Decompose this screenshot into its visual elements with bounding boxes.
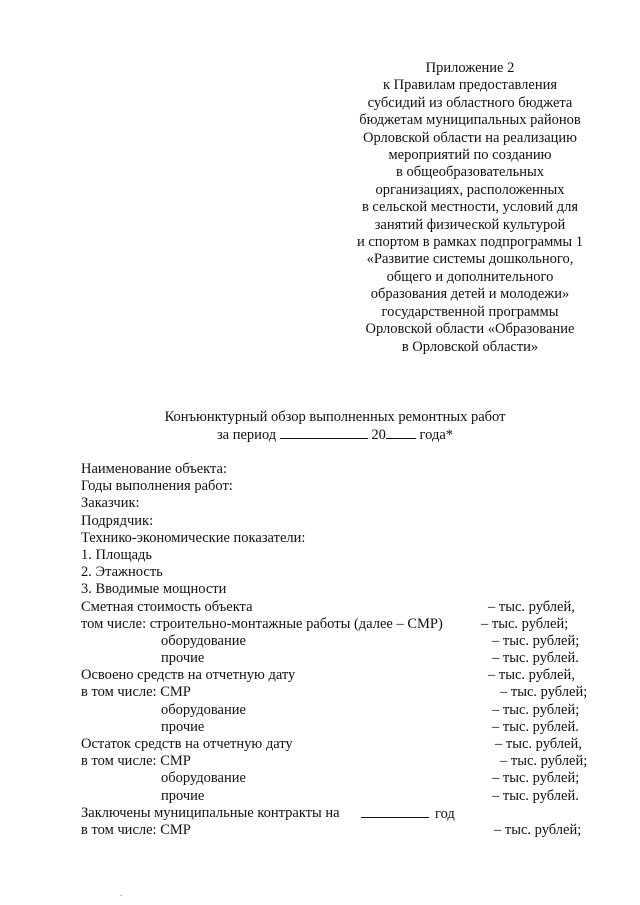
appendix-line: образования детей и молодежи» <box>370 286 570 303</box>
appendix-line: субсидий из областного бюджета <box>367 94 573 111</box>
appendix-line: Орловской области «Образование <box>365 321 575 338</box>
report-body <box>81 461 601 839</box>
row-value: – тыс. рублей; <box>492 770 580 787</box>
report-title <box>0 408 640 444</box>
row-value: – тыс. рублей; <box>481 615 569 632</box>
row-value: – тыс. рублей; <box>494 821 582 838</box>
report-row <box>81 616 601 633</box>
row-value: – тыс. рублей; <box>500 684 588 701</box>
appendix-line: в общеобразовательных <box>396 164 544 181</box>
row-label: Годы выполнения работ: <box>81 478 233 495</box>
appendix-line: и спортом в рамках подпрограммы 1 <box>356 234 584 251</box>
row-label: прочие <box>161 650 205 667</box>
row-label: Сметная стоимость объекта <box>81 598 253 615</box>
appendix-line: занятий физической культурой <box>374 216 566 233</box>
row-label: Остаток средств на отчетную дату <box>81 736 293 752</box>
report-row <box>81 581 601 598</box>
row-label: прочие <box>161 787 205 804</box>
contract-year-blank <box>361 805 429 818</box>
appendix-line: Орловской области на реализацию <box>362 129 577 146</box>
report-row <box>81 753 601 770</box>
row-label: Заказчик: <box>81 495 140 512</box>
report-row <box>81 599 601 616</box>
appendix-line: мероприятий по созданию <box>388 147 552 164</box>
row-value: – тыс. рублей, <box>488 667 575 684</box>
row-label: Освоено средств на отчетную дату <box>81 667 296 684</box>
row-label: Подрядчик: <box>81 512 154 529</box>
row-label: 3. Вводимые мощности <box>81 581 227 598</box>
row-label: оборудование <box>161 770 246 787</box>
row-value: – тыс. рублей; <box>492 701 580 718</box>
report-row <box>81 822 601 839</box>
row-value: – тыс. рублей. <box>492 787 579 804</box>
row-label: Технико-экономические показатели: <box>81 529 306 546</box>
period-blank <box>280 426 368 439</box>
row-label: в том числе: СМР <box>81 753 191 770</box>
row-label: в том числе: СМР <box>81 821 191 838</box>
appendix-line: «Развитие системы дошкольного, <box>366 251 574 268</box>
report-row <box>81 719 601 736</box>
appendix-line: бюджетам муниципальных районов <box>359 112 581 129</box>
period-prefix: за период <box>216 427 277 443</box>
report-row <box>81 736 601 753</box>
period-year: 20 <box>371 427 386 443</box>
title-line-2 <box>30 426 640 444</box>
row-label: том числе: строительно-монтажные работы (далее – СМР) <box>81 615 443 632</box>
row-label: оборудование <box>161 632 246 649</box>
contract-year-suffix: год <box>435 805 455 822</box>
report-row <box>81 702 601 719</box>
appendix-header <box>322 60 618 356</box>
appendix-line: в сельской местности, условий для <box>361 199 579 216</box>
row-label: оборудование <box>161 701 246 718</box>
report-row <box>81 530 601 547</box>
appendix-line: организациях, расположенных <box>375 181 565 198</box>
report-row <box>81 495 601 512</box>
report-row <box>81 478 601 495</box>
report-row <box>81 805 601 822</box>
row-label: прочие <box>161 718 205 735</box>
year-blank <box>386 426 416 439</box>
report-row <box>81 650 601 667</box>
report-row <box>81 564 601 581</box>
report-row <box>81 684 601 701</box>
row-label: Наименование объекта: <box>81 461 227 477</box>
scan-speck <box>120 895 122 896</box>
contract-year-field <box>361 805 455 823</box>
report-row <box>81 547 601 564</box>
period-suffix: года* <box>419 427 454 443</box>
row-label: 1. Площадь <box>81 546 153 563</box>
row-label: в том числе: СМР <box>81 684 191 701</box>
appendix-line: Приложение 2 <box>425 60 515 76</box>
appendix-line: в Орловской области» <box>401 338 539 355</box>
title-line-1: Конъюнктурный обзор выполненных ремонтных работ <box>164 409 506 425</box>
row-label: 2. Этажность <box>81 564 163 581</box>
report-row <box>81 633 601 650</box>
row-value: – тыс. рублей; <box>500 753 588 770</box>
report-row <box>81 667 601 684</box>
row-value: – тыс. рублей. <box>492 650 579 667</box>
row-label: Заключены муниципальные контракты на <box>81 804 340 821</box>
report-row <box>81 770 601 787</box>
row-value: – тыс. рублей, <box>495 736 582 752</box>
report-row <box>81 513 601 530</box>
row-value: – тыс. рублей. <box>492 718 579 735</box>
report-row <box>81 461 601 478</box>
report-row <box>81 788 601 805</box>
row-value: – тыс. рублей, <box>488 598 575 615</box>
appendix-line: государственной программы <box>381 303 559 320</box>
appendix-line: к Правилам предоставления <box>382 77 558 94</box>
appendix-line: общего и дополнительного <box>386 268 554 285</box>
row-value: – тыс. рублей; <box>492 632 580 649</box>
